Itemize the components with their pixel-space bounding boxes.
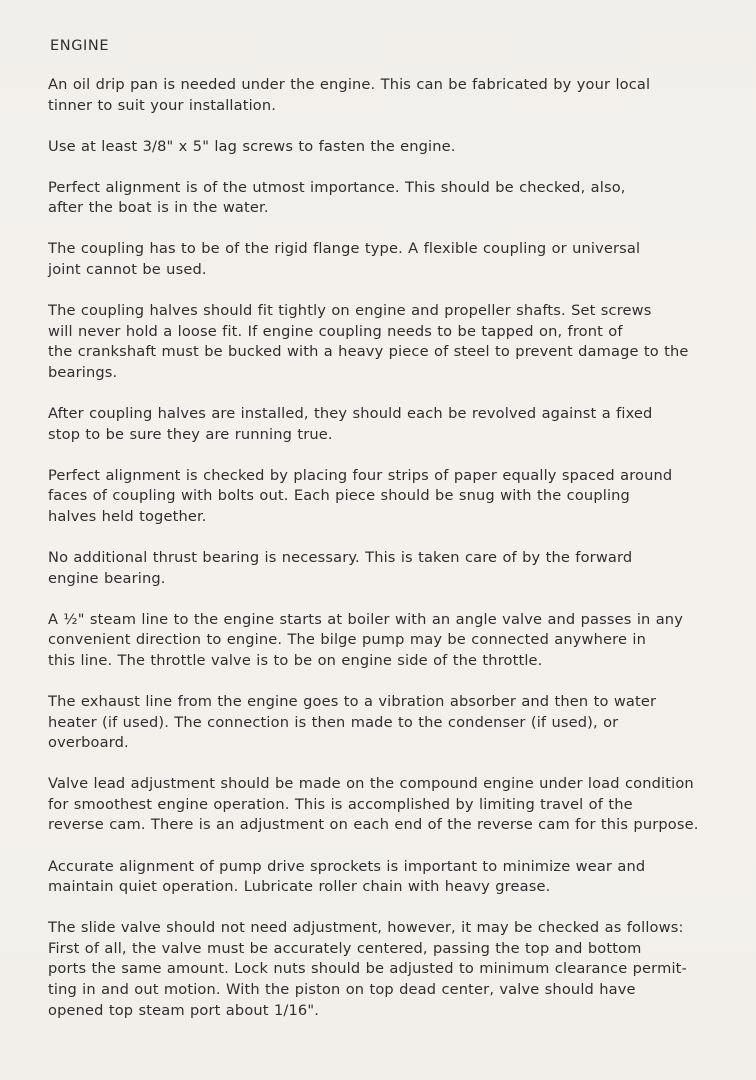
paragraph-coupling-halves: The coupling halves should fit tightly on engine and propeller shafts. Set screws will never hold a loose fit. If engine coupling needs to be tapped on, front of the crankshaft must be bucked with a heavy piece of steel to prevent damage to the bearings. <box>48 302 689 381</box>
paragraph-alignment-check: Perfect alignment is checked by placing four strips of paper equally spaced around faces of coupling with bolts out. Each piece should be snug with the coupling halves held together. <box>48 466 673 525</box>
section-heading: ENGINE <box>50 38 110 54</box>
paragraph-pump-sprockets: Accurate alignment of pump drive sprockets is important to minimize wear and maintain quiet operation. Lubricate roller chain with heavy grease. <box>48 857 646 896</box>
paragraph-oil-drip-pan: An oil drip pan is needed under the engine. This can be fabricated by your local tinner to suit your installation. <box>48 76 651 114</box>
paragraph-exhaust-line: The exhaust line from the engine goes to a vibration absorber and then to water heater (if used). The connection is then made to the condenser (if used), or overboard. <box>48 692 657 752</box>
paragraph-lag-screws: Use at least 3/8" x 5" lag screws to fasten the engine. <box>48 137 456 155</box>
paragraph-slide-valve: The slide valve should not need adjustment, however, it may be checked as follows: First of all, the valve must be accurately centered, passing the top and bottom ports the same amount. Lock nuts should be adjusted to minimum clearance permit- ting in and out motion. With the piston on top dead center, valve should have opened top steam port about 1/16". <box>48 919 687 1019</box>
paragraph-valve-lead: Valve lead adjustment should be made on the compound engine under load condition for smoothest engine operation. This is accomplished by limiting travel of the reverse cam. There is an adjustment on each end of the reverse cam for this purpose. <box>48 775 699 834</box>
paragraph-thrust-bearing: No additional thrust bearing is necessary. This is taken care of by the forward engine bearing. <box>48 549 633 587</box>
paragraph-alignment: Perfect alignment is of the utmost importance. This should be checked, also, after the boat is in the water. <box>48 178 626 217</box>
paragraph-coupling-type: The coupling has to be of the rigid flange type. A flexible coupling or universal joint cannot be used. <box>48 240 641 279</box>
paragraph-revolve-check: After coupling halves are installed, they should each be revolved against a fixed stop to be sure they are running true. <box>48 405 653 443</box>
paragraph-steam-line: A ½" steam line to the engine starts at boiler with an angle valve and passes in any convenient direction to engine. The bilge pump may be connected anywhere in this line. The throttle valve is to be on engine side of the throttle. <box>48 610 683 669</box>
